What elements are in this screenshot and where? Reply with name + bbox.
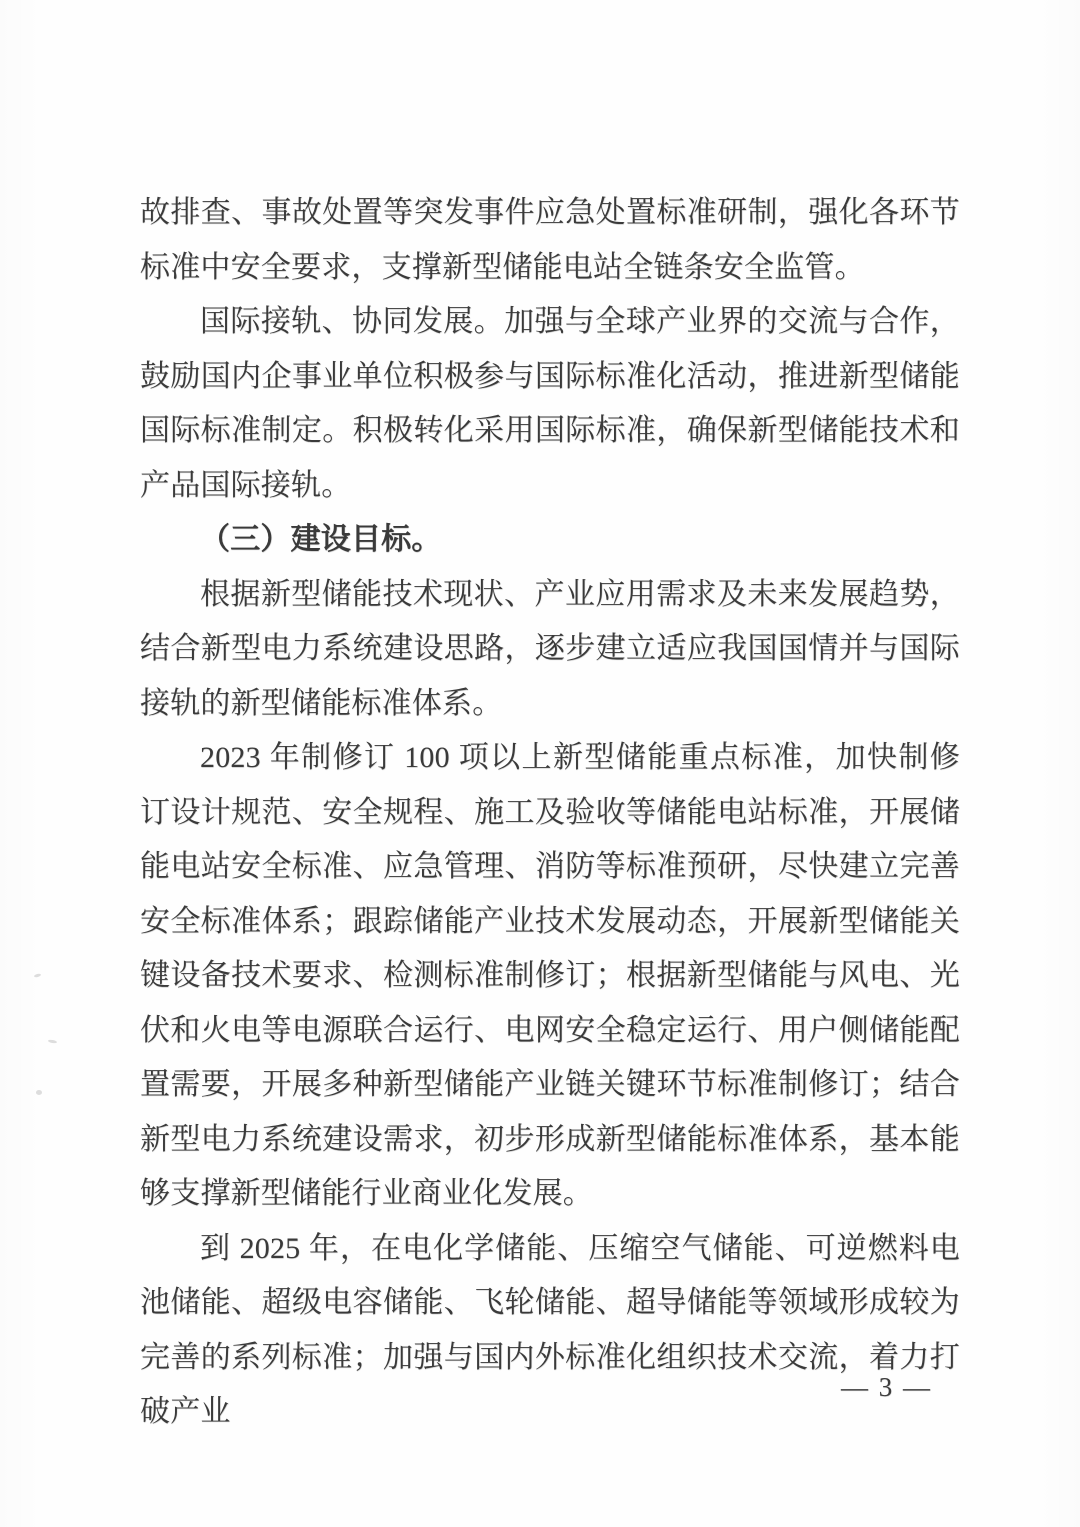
- paragraph-continuation: 故排查、事故处置等突发事件应急处置标准研制，强化各环节标准中安全要求，支撑新型储能电站全链条安全监管。: [140, 196, 960, 284]
- section-heading-construction-goals: （三）建设目标。: [200, 523, 442, 556]
- document-body-text: [140, 186, 960, 1440]
- paragraph-goal-overview: 根据新型储能技术现状、产业应用需求及未来发展趋势，结合新型电力系统建设思路，逐步建立适应我国国情并与国际接轨的新型储能标准体系。: [140, 577, 960, 720]
- scan-artifact: [48, 1039, 57, 1044]
- paragraph-international-alignment: 国际接轨、协同发展。加强与全球产业界的交流与合作，鼓励国内企事业单位积极参与国际标准化活动，推进新型储能国际标准制定。积极转化采用国际标准，确保新型储能技术和产品国际接轨。: [140, 305, 960, 502]
- scan-artifact: [36, 1090, 42, 1095]
- page-number: — 3 —: [841, 1372, 932, 1402]
- scan-artifact: [34, 973, 42, 978]
- paragraph-2025-targets: 到 2025 年，在电化学储能、压缩空气储能、可逆燃料电池储能、超级电容储能、飞轮储能、超导储能等领域形成较为完善的系列标准；加强与国内外标准化组织技术交流，着力打破产业: [140, 1231, 960, 1428]
- paragraph-2023-targets: 2023 年制修订 100 项以上新型储能重点标准，加快制修订设计规范、安全规程、施工及验收等储能电站标准，开展储能电站安全标准、应急管理、消防等标准预研，尽快建立完善安全标准体系；跟踪储能产业技术发展动态，开展新型储能关键设备技术要求、检测标准制修订；根据新型储能与风电、光伏和火电等电源联合运行、电网安全稳定运行、用户侧储能配置需要，开展多种新型储能产业链关键环节标准制修订；结合新型电力系统建设需求，初步形成新型储能标准体系，基本能够支撑新型储能行业商业化发展。: [140, 741, 960, 1210]
